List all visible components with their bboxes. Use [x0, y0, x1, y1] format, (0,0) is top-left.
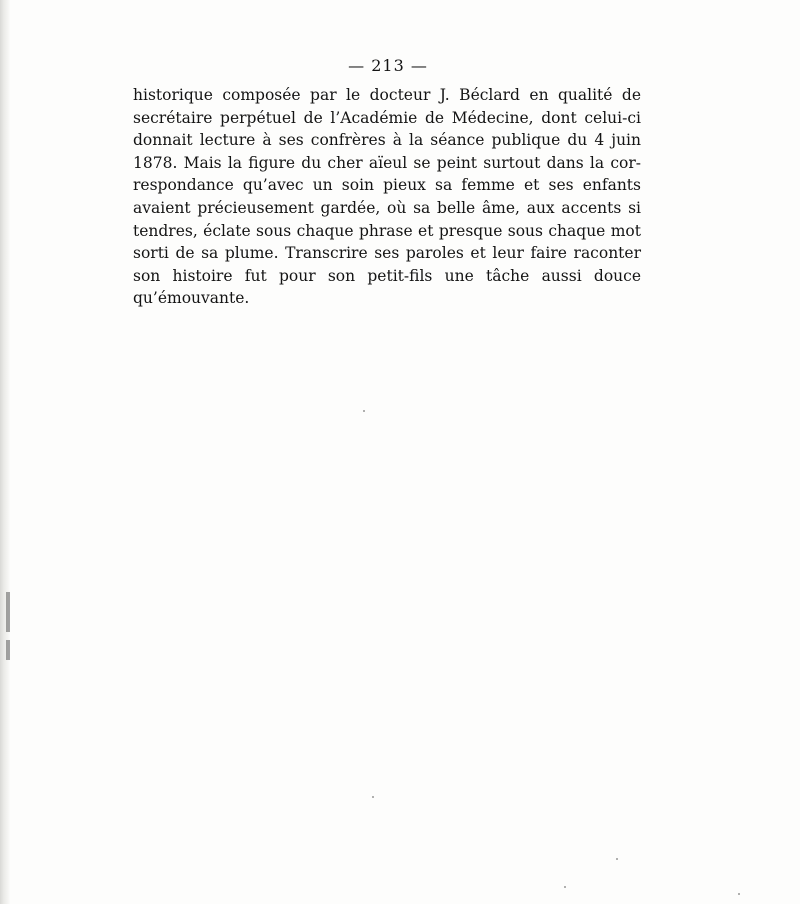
gutter-mark — [6, 592, 10, 632]
text-line: secrétaire perpétuel de l’Académie de Médecine, dont celui-ci — [133, 108, 641, 127]
paper-speck — [372, 796, 374, 798]
paper-speck — [738, 893, 740, 895]
text-line: son histoire fut pour son petit-fils une tâche aussi douce — [133, 266, 641, 285]
text-line: qu’émouvante. — [133, 289, 250, 308]
text-line: tendres, éclate sous chaque phrase et presque sous chaque mot — [133, 221, 641, 240]
text-line: respondance qu’avec un soin pieux sa femme et ses enfants — [133, 176, 641, 195]
page-gutter-edge — [0, 0, 10, 904]
text-line: 1878. Mais la figure du cher aïeul se peint surtout dans la cor- — [133, 153, 641, 172]
paper-speck — [564, 886, 566, 888]
paper-speck — [616, 858, 618, 860]
page-number: — 213 — — [348, 56, 428, 75]
text-line: historique composée par le docteur J. Béclard en qualité de — [133, 86, 641, 104]
gutter-mark — [6, 640, 10, 660]
text-line: sorti de sa plume. Transcrire ses paroles et leur faire raconter — [133, 244, 641, 263]
paper-speck — [363, 410, 365, 412]
text-line: avaient précieusement gardée, où sa belle âme, aux accents si — [133, 198, 641, 217]
text-line: donnait lecture à ses confrères à la séance publique du 4 juin — [133, 131, 641, 150]
body-paragraph — [133, 84, 641, 310]
